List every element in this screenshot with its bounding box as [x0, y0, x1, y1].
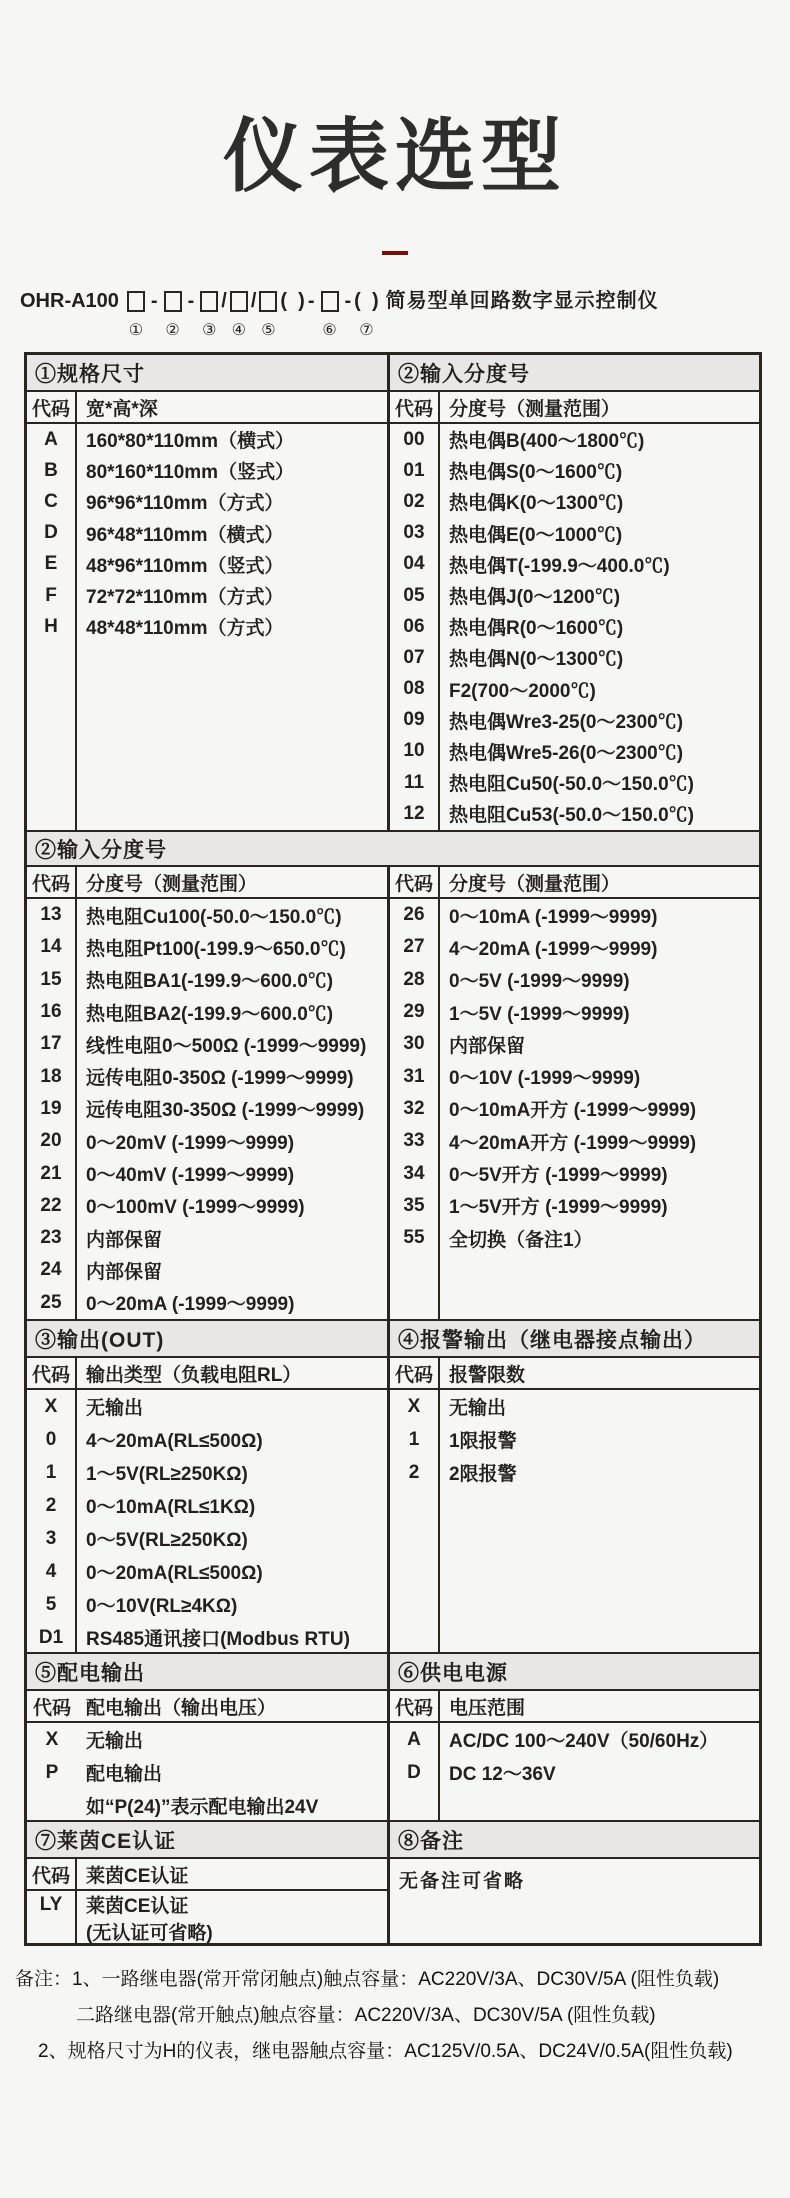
desc-col-label: 莱茵CE认证: [77, 1859, 387, 1889]
table-row: [27, 1060, 387, 1092]
desc-cell: 热电阻BA2(-199.9～600.0℃): [77, 996, 387, 1028]
table-row: [27, 1390, 387, 1423]
code-cell: 06: [390, 611, 440, 642]
desc-cell: [440, 1254, 759, 1319]
code-cell: 03: [390, 518, 440, 549]
desc-cell: 全切换（备注1）: [440, 1222, 759, 1254]
desc-cell: 0～5V开方 (-1999～9999): [440, 1157, 759, 1189]
table-row: [27, 1190, 387, 1222]
desc-cell: 远传电阻30-350Ω (-1999～9999): [77, 1093, 387, 1125]
section-output: [27, 1321, 387, 1652]
table-row: [27, 1456, 387, 1489]
section-header: ①规格尺寸: [27, 355, 387, 392]
code-cell: D1: [27, 1621, 77, 1654]
code-cell: 2: [27, 1489, 77, 1522]
code-cell: 11: [390, 767, 440, 798]
table-row: [390, 1125, 759, 1157]
code-cell: 15: [27, 964, 77, 996]
filler-row: [390, 1254, 759, 1319]
table-row: [390, 705, 759, 736]
model-separator: -: [148, 287, 161, 338]
code-col-label: 代码: [27, 1859, 77, 1889]
title-divider: [382, 251, 408, 255]
selection-table: [24, 352, 762, 1946]
filler-row: [390, 829, 759, 830]
desc-cell: 热电偶K(0～1300℃): [440, 486, 759, 517]
table-row: [390, 1222, 759, 1254]
footer-notes: [0, 1962, 790, 2070]
code-cell: [390, 829, 440, 830]
desc-cell: 0～10mA(RL≤1KΩ): [77, 1489, 387, 1522]
table-row: [390, 899, 759, 931]
desc-cell: F2(700～2000℃): [440, 674, 759, 705]
code-cell: D: [27, 518, 77, 549]
table-row: [390, 1190, 759, 1222]
desc-cell: 配电输出: [77, 1756, 387, 1789]
desc-cell: 4～20mA(RL≤500Ω): [77, 1423, 387, 1456]
table-row: [390, 964, 759, 996]
code-col-label: 代码: [390, 867, 440, 897]
code-cell: 13: [27, 899, 77, 931]
code-box: [230, 291, 248, 312]
section-header-input-range-b: ②输入分度号: [27, 830, 759, 867]
section-header: ⑧备注: [390, 1822, 759, 1859]
desc-cell: AC/DC 100～240V（50/60Hz）: [440, 1723, 759, 1756]
table-row: [390, 518, 759, 549]
code-cell: X: [27, 1390, 77, 1423]
model-separator: -: [185, 287, 198, 338]
desc-cell: 热电偶R(0～1600℃): [440, 611, 759, 642]
desc-cell: 热电偶T(-199.9～400.0℃): [440, 549, 759, 580]
desc-cell: RS485通讯接口(Modbus RTU): [77, 1621, 387, 1654]
code-cell: H: [27, 611, 77, 642]
code-cell: P: [27, 1756, 77, 1789]
table-row: [390, 1157, 759, 1189]
desc-cell: 热电阻Cu100(-50.0～150.0℃): [77, 899, 387, 931]
model-code-slot-4: [227, 287, 251, 338]
note-text: 1、一路继电器(常开常闭触点)触点容量：AC220V/3A、DC30V/5A (阻性负载): [72, 1969, 719, 1990]
desc-cell: 0～20mA(RL≤500Ω): [77, 1555, 387, 1588]
filler-row: [390, 1489, 759, 1652]
column-header-row: [27, 1859, 387, 1891]
model-code-slot-1: [124, 287, 148, 338]
code-cell: 1: [27, 1456, 77, 1489]
desc-cell: [440, 1789, 759, 1820]
desc-cell: 热电偶Wre3-25(0～2300℃): [440, 705, 759, 736]
table-row: [27, 1789, 387, 1822]
code-cell: 27: [390, 931, 440, 963]
table-row: [390, 1028, 759, 1060]
code-cell: 05: [390, 580, 440, 611]
table-row: [27, 424, 387, 455]
desc-cell: 2限报警: [440, 1456, 759, 1489]
code-cell: 10: [390, 736, 440, 767]
slot-number: ⑤: [261, 320, 275, 338]
code-cell: 30: [390, 1028, 440, 1060]
desc-col-label: 报警限数: [440, 1358, 759, 1388]
table-row: [27, 996, 387, 1028]
section-header: ②输入分度号: [390, 355, 759, 392]
table-row: [390, 424, 759, 455]
code-cell: 20: [27, 1125, 77, 1157]
table-row: [27, 1489, 387, 1522]
table-row: [27, 455, 387, 486]
code-cell: D: [390, 1756, 440, 1789]
column-header-row: [27, 867, 387, 899]
table-row: [27, 1891, 387, 1918]
desc-cell: DC 12～36V: [440, 1756, 759, 1789]
table-row: [390, 767, 759, 798]
desc-cell: 0～5V (-1999～9999): [440, 964, 759, 996]
code-col-label: 代码: [390, 1358, 440, 1388]
table-row: [27, 1621, 387, 1654]
section-header: ③输出(OUT): [27, 1321, 387, 1358]
code-box: [200, 291, 218, 312]
table-row: [27, 964, 387, 996]
desc-cell: 内部保留: [440, 1028, 759, 1060]
desc-col-label: 输出类型（负载电阻RL）: [77, 1358, 387, 1388]
code-cell: 28: [390, 964, 440, 996]
code-cell: 4: [27, 1555, 77, 1588]
table-row: [27, 1723, 387, 1756]
code-cell: 14: [27, 931, 77, 963]
desc-cell: 热电偶E(0～1000℃): [440, 518, 759, 549]
code-cell: F: [27, 580, 77, 611]
table-row: [27, 931, 387, 963]
code-cell: 01: [390, 455, 440, 486]
band-distribution-power: [27, 1652, 759, 1820]
desc-cell: 莱茵CE认证: [77, 1891, 387, 1918]
code-cell: 18: [27, 1060, 77, 1092]
model-suffix: 简易型单回路数字显示控制仪: [379, 287, 659, 315]
column-header-row: [390, 867, 759, 899]
table-row: [390, 674, 759, 705]
desc-cell: 0～10mA开方 (-1999～9999): [440, 1093, 759, 1125]
code-cell: A: [27, 424, 77, 455]
note-line: [38, 2034, 790, 2070]
desc-cell: 热电偶B(400～1800℃): [440, 424, 759, 455]
column-header-row: [27, 1358, 387, 1390]
model-code-slot-2: [161, 287, 185, 338]
code-cell: 09: [390, 705, 440, 736]
table-row: [390, 1756, 759, 1789]
desc-col-label: 分度号（测量范围）: [77, 867, 387, 897]
band-spec-input: [27, 355, 759, 830]
code-cell: 55: [390, 1222, 440, 1254]
model-separator: /: [251, 287, 257, 338]
table-row: [390, 611, 759, 642]
model-code-line: [20, 287, 790, 338]
desc-cell: 1～5V开方 (-1999～9999): [440, 1190, 759, 1222]
code-col-label: 代码: [390, 392, 440, 422]
model-code-slot-5: [256, 287, 280, 338]
section-input-range-a: [387, 355, 759, 830]
table-row: [390, 996, 759, 1028]
desc-cell: 160*80*110mm（横式）: [77, 424, 387, 455]
code-box: [127, 291, 145, 312]
desc-cell: 热电阻Pt100(-199.9～650.0℃): [77, 931, 387, 963]
desc-cell: 96*48*110mm（横式）: [77, 518, 387, 549]
slot-number: ①: [129, 320, 143, 338]
table-row: [27, 1222, 387, 1254]
code-col-label: 代码: [27, 392, 77, 422]
table-row: [27, 1254, 387, 1286]
desc-col-label: 宽*高*深: [77, 392, 387, 422]
desc-col-label: 分度号（测量范围）: [440, 392, 759, 422]
desc-cell: 0～10V(RL≥4KΩ): [77, 1588, 387, 1621]
band-output-alarm: [27, 1319, 759, 1652]
code-cell: LY: [27, 1891, 77, 1918]
table-row: [27, 486, 387, 517]
code-cell: [390, 1489, 440, 1652]
code-cell: 25: [27, 1287, 77, 1319]
desc-cell: 热电偶Wre5-26(0～2300℃): [440, 736, 759, 767]
desc-cell: 1～5V(RL≥250KΩ): [77, 1456, 387, 1489]
table-row: [27, 611, 387, 642]
code-cell: 04: [390, 549, 440, 580]
section-header: ⑦莱茵CE认证: [27, 1822, 387, 1859]
input-range-right: [387, 867, 759, 1319]
code-cell: 23: [27, 1222, 77, 1254]
desc-cell: 0～20mA (-1999～9999): [77, 1287, 387, 1319]
table-row: [27, 1555, 387, 1588]
column-header-row: [27, 392, 387, 424]
section-power-supply: [387, 1654, 759, 1820]
table-row: [390, 1390, 759, 1423]
code-box: [321, 291, 339, 312]
filler-row: [390, 1789, 759, 1820]
table-row: [27, 518, 387, 549]
table-row: [27, 1028, 387, 1060]
section-remark: [387, 1822, 759, 1943]
code-col-label: 代码: [27, 1691, 77, 1721]
desc-cell: 热电阻Cu53(-50.0～150.0℃): [440, 798, 759, 829]
code-cell: 32: [390, 1093, 440, 1125]
code-col-label: 代码: [390, 1691, 440, 1721]
code-cell: [27, 1918, 77, 1945]
model-separator: -: [342, 287, 355, 338]
model-code-slot-6: [318, 287, 342, 338]
desc-cell: 远传电阻0-350Ω (-1999～9999): [77, 1060, 387, 1092]
table-row: [390, 455, 759, 486]
filler-row: [27, 642, 387, 830]
table-row: [27, 1093, 387, 1125]
model-paren-group-2: ( ) ⑦: [354, 287, 378, 338]
column-header-row: [390, 1358, 759, 1390]
desc-cell: 1～5V (-1999～9999): [440, 996, 759, 1028]
code-cell: 5: [27, 1588, 77, 1621]
table-row: [27, 1918, 387, 1945]
desc-cell: 内部保留: [77, 1222, 387, 1254]
section-spec-size: [27, 355, 387, 830]
desc-cell: 48*96*110mm（竖式）: [77, 549, 387, 580]
slot-number: ②: [165, 320, 179, 338]
table-row: [390, 931, 759, 963]
code-cell: 12: [390, 798, 440, 829]
section-header: ⑥供电电源: [390, 1654, 759, 1691]
desc-cell: 0～40mV (-1999～9999): [77, 1157, 387, 1189]
desc-cell: 热电偶J(0～1200℃): [440, 580, 759, 611]
desc-cell: 96*96*110mm（方式）: [77, 486, 387, 517]
desc-cell: 0～20mV (-1999～9999): [77, 1125, 387, 1157]
desc-cell: 如“P(24)”表示配电输出24V: [77, 1789, 387, 1822]
section-header: ⑤配电输出: [27, 1654, 387, 1691]
code-cell: 1: [390, 1423, 440, 1456]
desc-cell: [440, 1489, 759, 1652]
slot-number: ⑥: [322, 320, 336, 338]
desc-cell: 1限报警: [440, 1423, 759, 1456]
code-cell: 33: [390, 1125, 440, 1157]
table-row: [390, 642, 759, 673]
desc-cell: [77, 642, 387, 830]
code-cell: 35: [390, 1190, 440, 1222]
code-cell: [27, 1789, 77, 1822]
desc-cell: 线性电阻0～500Ω (-1999～9999): [77, 1028, 387, 1060]
code-box: [164, 291, 182, 312]
code-cell: 16: [27, 996, 77, 1028]
page-title: 仪表选型: [0, 92, 790, 207]
code-col-label: 代码: [27, 1358, 77, 1388]
desc-cell: 4～20mA开方 (-1999～9999): [440, 1125, 759, 1157]
code-cell: 17: [27, 1028, 77, 1060]
desc-cell: 热电偶S(0～1600℃): [440, 455, 759, 486]
desc-cell: 4～20mA (-1999～9999): [440, 931, 759, 963]
table-row: [27, 1125, 387, 1157]
slot-number: ③: [202, 320, 216, 338]
table-row: [390, 1093, 759, 1125]
band-ce-remark: [27, 1820, 759, 1943]
code-cell: [390, 1789, 440, 1820]
desc-cell: 热电偶N(0～1300℃): [440, 642, 759, 673]
code-cell: 2: [390, 1456, 440, 1489]
desc-col-label: 分度号（测量范围）: [440, 867, 759, 897]
code-cell: 02: [390, 486, 440, 517]
table-row: [27, 1588, 387, 1621]
table-row: [390, 1723, 759, 1756]
desc-cell: 无输出: [77, 1390, 387, 1423]
table-row: [390, 1423, 759, 1456]
code-cell: E: [27, 549, 77, 580]
column-header-row: [27, 1691, 387, 1723]
table-row: [27, 1423, 387, 1456]
code-cell: 07: [390, 642, 440, 673]
code-col-label: 代码: [27, 867, 77, 897]
code-cell: 00: [390, 424, 440, 455]
table-row: [390, 736, 759, 767]
note-line: [76, 1998, 790, 2034]
code-cell: 34: [390, 1157, 440, 1189]
desc-cell: 0～10mA (-1999～9999): [440, 899, 759, 931]
input-range-left: [27, 867, 387, 1319]
desc-cell: 48*48*110mm（方式）: [77, 611, 387, 642]
code-cell: 19: [27, 1093, 77, 1125]
remark-content: 无备注可省略: [390, 1859, 759, 1943]
desc-col-label: 配电输出（输出电压）: [77, 1691, 387, 1721]
table-row: [390, 1456, 759, 1489]
code-cell: A: [390, 1723, 440, 1756]
notes-label: 备注：: [15, 1969, 72, 1990]
model-separator: /: [221, 287, 227, 338]
column-header-row: [390, 1691, 759, 1723]
code-cell: 26: [390, 899, 440, 931]
desc-cell: 热电阻Cu50(-50.0～150.0℃): [440, 767, 759, 798]
code-cell: B: [27, 455, 77, 486]
section-distribution-output: [27, 1654, 387, 1820]
model-separator: -: [305, 287, 318, 338]
table-row: [27, 580, 387, 611]
slot-number: ④: [232, 320, 246, 338]
table-row: [27, 899, 387, 931]
table-row: [390, 486, 759, 517]
desc-cell: 内部保留: [77, 1254, 387, 1286]
code-cell: 24: [27, 1254, 77, 1286]
table-row: [27, 1522, 387, 1555]
code-cell: 31: [390, 1060, 440, 1092]
table-row: [390, 798, 759, 829]
desc-cell: (无认证可省略): [77, 1918, 387, 1945]
table-row: [27, 1756, 387, 1789]
section-ce-certification: [27, 1822, 387, 1943]
column-header-row: [390, 392, 759, 424]
code-cell: 3: [27, 1522, 77, 1555]
code-box: [259, 291, 277, 312]
model-code-slot-3: [197, 287, 221, 338]
table-row: [390, 549, 759, 580]
note-line: [15, 1962, 790, 1998]
table-row: [27, 1287, 387, 1319]
desc-cell: 无输出: [77, 1723, 387, 1756]
desc-cell: 0～5V(RL≥250KΩ): [77, 1522, 387, 1555]
desc-cell: [440, 829, 759, 830]
desc-cell: 72*72*110mm（方式）: [77, 580, 387, 611]
desc-cell: 热电阻BA1(-199.9～600.0℃): [77, 964, 387, 996]
table-row: [27, 549, 387, 580]
code-cell: X: [27, 1723, 77, 1756]
code-cell: 0: [27, 1423, 77, 1456]
code-cell: 08: [390, 674, 440, 705]
model-prefix: OHR-A100: [20, 287, 124, 315]
code-cell: 21: [27, 1157, 77, 1189]
code-cell: C: [27, 486, 77, 517]
desc-col-label: 电压范围: [440, 1691, 759, 1721]
table-row: [390, 580, 759, 611]
desc-cell: 无输出: [440, 1390, 759, 1423]
code-cell: X: [390, 1390, 440, 1423]
table-row: [390, 1060, 759, 1092]
desc-cell: 0～10V (-1999～9999): [440, 1060, 759, 1092]
code-cell: 29: [390, 996, 440, 1028]
code-cell: 22: [27, 1190, 77, 1222]
desc-cell: 0～100mV (-1999～9999): [77, 1190, 387, 1222]
section-header: ④报警输出（继电器接点输出）: [390, 1321, 759, 1358]
code-cell: [27, 642, 77, 830]
note-text: 二路继电器(常开触点)触点容量：AC220V/3A、DC30V/5A (阻性负载): [76, 2005, 656, 2026]
desc-cell: 80*160*110mm（竖式）: [77, 455, 387, 486]
note-text: 2、规格尺寸为H的仪表，继电器触点容量：AC125V/0.5A、DC24V/0.5A(阻性负载): [38, 2041, 733, 2062]
section-alarm-output: [387, 1321, 759, 1652]
table-row: [27, 1157, 387, 1189]
band-input-range-b: [27, 867, 759, 1319]
slot-number: ⑦: [359, 320, 373, 338]
code-cell: [390, 1254, 440, 1319]
model-paren-group: ( ): [280, 287, 304, 338]
